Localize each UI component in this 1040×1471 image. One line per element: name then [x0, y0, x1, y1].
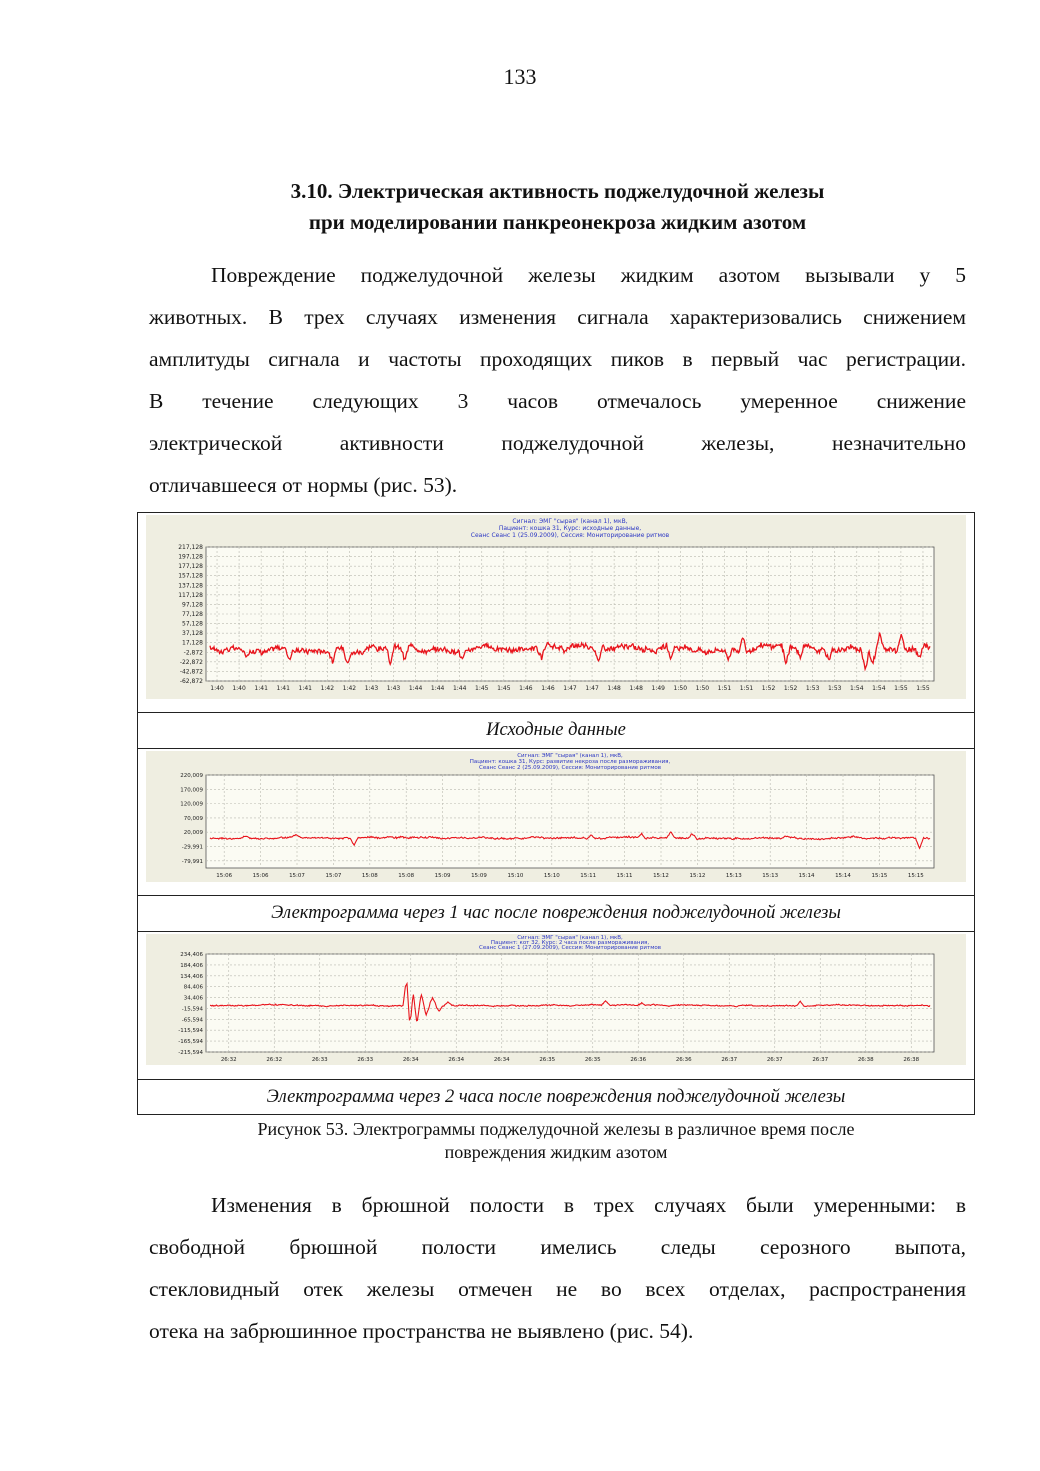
x-tick-label: 15:10 [543, 873, 560, 879]
x-tick-label: 26:37 [812, 1057, 829, 1063]
y-tick-label: -15,594 [181, 1006, 203, 1013]
x-tick-label: 26:33 [311, 1057, 328, 1063]
x-tick-label: 1:52 [783, 685, 798, 692]
x-tick-label: 26:34 [402, 1057, 419, 1063]
y-tick-label: 170,009 [180, 787, 203, 794]
figure-caption-line-1: Рисунок 53. Электрограммы поджелудочной железы в различное время после [257, 1119, 855, 1139]
chart-1 [146, 515, 966, 699]
x-tick-label: 15:11 [580, 873, 597, 879]
x-tick-label: 15:08 [398, 873, 415, 879]
x-tick-label: 1:48 [607, 685, 621, 692]
paragraph-line: стекловидный отек железы отмечен не во всех отделах, распространения [149, 1277, 966, 1301]
y-tick-label: 234,406 [180, 952, 203, 958]
x-tick-label: 26:32 [266, 1057, 283, 1063]
y-tick-label: 134,406 [180, 973, 203, 980]
y-tick-label: -79,991 [181, 858, 203, 865]
row-divider [138, 1079, 974, 1080]
x-tick-label: 1:45 [475, 685, 489, 692]
x-tick-label: 15:13 [762, 873, 779, 879]
chart-header-line: Пациент: кошка 31, Курс: развитие некроза после размораживания, [469, 759, 671, 765]
y-tick-label: 17,128 [182, 639, 203, 647]
chart-header-line: Сеанс Сеанс 2 (25.09.2009), Сессия: Мониторирование ритмов [479, 765, 661, 771]
x-tick-label: 15:12 [653, 873, 669, 879]
y-tick-label: -22,872 [179, 658, 203, 666]
y-tick-label: -165,594 [178, 1039, 203, 1046]
y-tick-label: 157,128 [178, 572, 203, 580]
y-tick-label: 177,128 [178, 563, 203, 571]
chart-2-caption: Электрограмма через 1 час после повреждения поджелудочной железы [271, 903, 841, 923]
paragraph-line: животных. В трех случаях изменения сигнала характеризовались снижением [149, 305, 966, 329]
chart-header-line: Сеанс Сеанс 1 (25.09.2009), Сессия: Мониторирование ритмов [470, 532, 670, 539]
chart-header-line: Сигнал: ЭМГ "сырая" (канал 1), мкВ, [517, 935, 623, 941]
row-divider [138, 712, 974, 713]
x-tick-label: 15:07 [289, 873, 305, 879]
x-tick-label: 1:41 [254, 685, 268, 692]
x-tick-label: 1:42 [342, 685, 357, 692]
x-tick-label: 15:14 [798, 873, 815, 879]
x-tick-label: 26:35 [539, 1057, 556, 1063]
x-tick-label: 26:34 [493, 1057, 510, 1063]
x-tick-label: 1:53 [805, 685, 820, 692]
y-tick-label: 137,128 [178, 582, 203, 590]
chart-3 [146, 934, 966, 1065]
chart-header-line: Сигнал: ЭМГ "сырая" (канал 1), мкВ, [512, 518, 628, 525]
y-tick-label: 184,406 [180, 962, 203, 969]
y-tick-label: 197,128 [178, 553, 203, 561]
x-tick-label: 15:12 [689, 873, 706, 879]
y-tick-label: 120,009 [180, 801, 203, 808]
y-tick-label: 37,128 [182, 630, 203, 638]
chart-panel-3 [146, 934, 966, 1065]
plot-area [206, 954, 934, 1052]
chart-panel-2 [146, 751, 966, 882]
x-tick-label: 1:41 [276, 685, 290, 692]
chart-header-line: Пациент: кот 32, Курс: 2 часа после размораживания, [490, 940, 650, 946]
x-tick-label: 1:53 [827, 685, 842, 692]
y-tick-label: 220,009 [180, 773, 203, 779]
paragraph-1 [149, 254, 966, 506]
x-tick-label: 1:44 [452, 685, 467, 692]
x-tick-label: 15:09 [434, 873, 451, 879]
row-divider [138, 748, 974, 749]
x-tick-label: 1:50 [695, 685, 710, 692]
x-tick-label: 1:47 [585, 685, 599, 692]
x-tick-label: 1:40 [232, 685, 246, 692]
figure-caption [137, 1118, 975, 1164]
x-tick-label: 1:42 [320, 685, 335, 692]
paragraph-line: свободной брюшной полости имелись следы серозного выпота, [149, 1235, 966, 1259]
paragraph-line: Изменения в брюшной полости в трех случаях были умеренными: в [211, 1193, 966, 1217]
chart-1-caption: Исходные данные [486, 720, 626, 740]
x-tick-label: 1:48 [629, 685, 643, 692]
x-tick-label: 26:34 [448, 1057, 465, 1063]
chart-3-caption: Электрограмма через 2 часа после повреждения поджелудочной железы [266, 1087, 846, 1107]
x-tick-label: 26:32 [220, 1057, 237, 1063]
x-tick-label: 1:49 [651, 685, 665, 692]
x-tick-label: 1:45 [497, 685, 511, 692]
y-tick-label: -115,594 [178, 1028, 203, 1035]
chart-panel-1 [146, 515, 966, 699]
x-tick-label: 1:52 [761, 685, 776, 692]
x-tick-label: 1:54 [872, 685, 886, 692]
x-tick-label: 15:14 [835, 873, 851, 879]
x-tick-label: 1:44 [430, 685, 445, 692]
chart-header-line: Сигнал: ЭМГ "сырая" (канал 1), мкВ, [517, 753, 623, 759]
y-tick-label: -62,872 [179, 678, 203, 685]
chart-header-line: Сеанс Сеанс 1 (27.09.2009), Сессия: Мониторирование ритмов [479, 945, 661, 951]
figure-table [137, 512, 975, 1115]
paragraph-line: отека на забрюшинное пространства не выявлено (рис. 54). [149, 1319, 694, 1343]
paragraph-line: Повреждение поджелудочной железы жидким азотом вызывали у 5 [211, 263, 966, 287]
x-tick-label: 1:55 [894, 685, 908, 692]
paragraph-line: отличавшееся от нормы (рис. 53). [149, 473, 458, 497]
y-tick-label: -29,991 [181, 844, 203, 851]
x-tick-label: 15:13 [725, 873, 742, 879]
x-tick-label: 26:36 [630, 1057, 647, 1063]
section-title-line-1: 3.10. Электрическая активность поджелудочной железы [290, 179, 825, 203]
x-tick-label: 15:08 [361, 873, 378, 879]
x-tick-label: 15:07 [325, 873, 342, 879]
y-tick-label: -215,594 [178, 1050, 203, 1056]
paragraph-line: электрической активности поджелудочной железы, незначительно [149, 431, 966, 455]
paragraph-line: В течение следующих 3 часов отмечалось умеренное снижение [149, 389, 966, 413]
y-tick-label: -42,872 [179, 668, 203, 676]
x-tick-label: 26:33 [357, 1057, 374, 1063]
x-tick-label: 26:38 [903, 1057, 920, 1063]
x-tick-label: 1:41 [298, 685, 313, 692]
x-tick-label: 15:06 [252, 873, 269, 879]
x-tick-label: 15:15 [871, 873, 888, 879]
y-tick-label: 117,128 [178, 591, 203, 599]
x-tick-label: 26:37 [766, 1057, 783, 1063]
y-tick-label: -65,594 [181, 1017, 203, 1024]
y-tick-label: 97,128 [182, 601, 203, 609]
x-tick-label: 1:51 [739, 685, 754, 692]
x-tick-label: 26:38 [857, 1057, 874, 1063]
x-tick-label: 15:06 [216, 873, 233, 879]
x-tick-label: 26:35 [584, 1057, 601, 1063]
x-tick-label: 1:46 [519, 685, 533, 692]
paragraph-line: амплитуды сигнала и частоты проходящих пиков в первый час регистрации. [149, 347, 966, 371]
y-tick-label: 20,009 [183, 830, 203, 837]
x-tick-label: 1:44 [408, 685, 423, 692]
x-tick-label: 1:55 [916, 685, 930, 692]
row-divider [138, 895, 974, 896]
y-tick-label: -2,872 [183, 649, 203, 657]
chart-header-line: Пациент: кошка 31, Курс: исходные данные, [498, 525, 642, 532]
paragraph-2 [149, 1184, 966, 1352]
y-tick-label: 57,128 [182, 620, 203, 628]
section-title-line-2: при моделировании панкреонекроза жидким азотом [308, 210, 807, 234]
y-tick-label: 34,406 [183, 995, 203, 1002]
x-tick-label: 1:50 [673, 685, 688, 692]
x-tick-label: 1:47 [563, 685, 577, 692]
y-tick-label: 217,128 [178, 544, 203, 551]
y-tick-label: 70,009 [183, 815, 203, 822]
row-divider [138, 931, 974, 932]
x-tick-label: 1:40 [210, 685, 224, 692]
chart-2 [146, 751, 966, 882]
x-tick-label: 26:37 [721, 1057, 738, 1063]
x-tick-label: 1:46 [541, 685, 555, 692]
x-tick-label: 1:43 [386, 685, 401, 692]
x-tick-label: 26:36 [675, 1057, 692, 1063]
x-tick-label: 15:15 [907, 873, 924, 879]
x-tick-label: 1:54 [850, 685, 864, 692]
x-tick-label: 1:43 [364, 685, 379, 692]
page-number: 133 [503, 64, 537, 89]
y-tick-label: 77,128 [182, 611, 203, 618]
x-tick-label: 15:11 [616, 873, 633, 879]
y-tick-label: 84,406 [183, 984, 203, 991]
figure-caption-line-2: повреждения жидким азотом [444, 1142, 668, 1162]
x-tick-label: 1:51 [717, 685, 732, 692]
x-tick-label: 15:10 [507, 873, 524, 879]
section-title [150, 176, 965, 238]
x-tick-label: 15:09 [471, 873, 487, 879]
plot-area [206, 775, 934, 868]
